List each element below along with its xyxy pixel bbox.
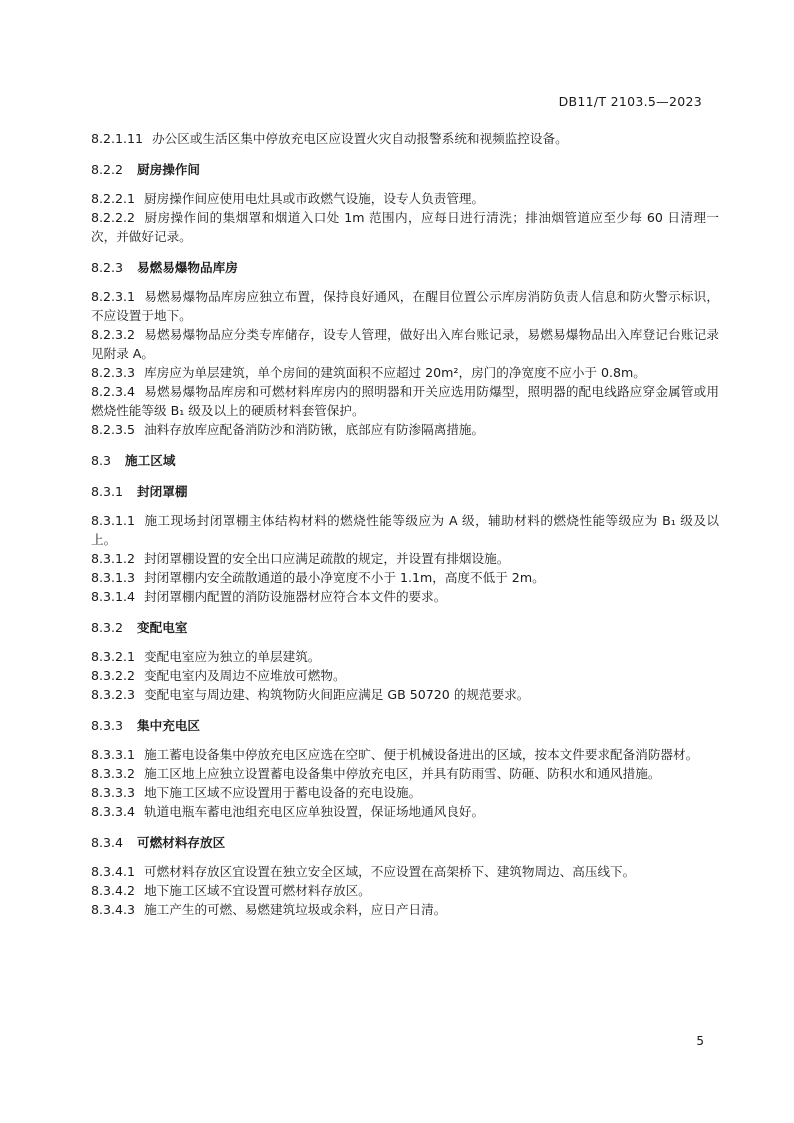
clause [91,129,719,148]
clause-number: 8.2.1.11 [91,131,144,146]
clause-number: 8.3.1.3 [91,570,136,585]
clause-text: 封闭罩棚内配置的消防设施器材应符合本文件的要求。 [144,589,447,604]
clause [91,420,719,439]
clause [91,511,719,549]
clause-number: 8.3.1.4 [91,589,136,604]
clause-number: 8.3.3.1 [91,747,136,762]
clause-text: 厨房操作间的集烟罩和烟道入口处 1m 范围内，应每日进行清洗；排油烟管道应至少每 60 日清理一次，并做好记录。 [91,210,719,244]
clause-number: 8.3.2.1 [91,649,136,664]
clause-text: 施工区地上应独立设置蓄电设备集中停放充电区，并具有防雨雪、防砸、防积水和通风措施。 [144,766,661,781]
clause-text: 封闭罩棚内安全疏散通道的最小净宽度不小于 1.1m，高度不低于 2m。 [144,570,545,585]
clause-number: 8.2.3.1 [91,289,136,304]
section-number: 8.3.3 [91,718,124,733]
clause [91,549,719,568]
clause [91,647,719,666]
clause-number: 8.3.3.4 [91,804,136,819]
clause [91,783,719,802]
section-heading [91,618,719,637]
clause [91,363,719,382]
clause-number: 8.3.2.2 [91,668,136,683]
clause [91,745,719,764]
clause [91,325,719,363]
clause-text: 厨房操作间应使用电灶具或市政燃气设施，设专人负责管理。 [144,191,485,206]
section-number: 8.3.2 [91,620,124,635]
clause-text: 油料存放库应配备消防沙和消防锹，底部应有防渗隔离措施。 [144,422,485,437]
clause-number: 8.2.3.5 [91,422,136,437]
clause-number: 8.3.3.3 [91,785,136,800]
section-number: 8.3.4 [91,835,124,850]
clause-text: 施工现场封闭罩棚主体结构材料的燃烧性能等级应为 A 级，辅助材料的燃烧性能等级应为 B₁ 级及以上。 [91,513,719,547]
standard-code-header: DB11/T 2103.5—2023 [558,94,702,109]
clause-number: 8.3.2.3 [91,687,136,702]
clause [91,862,719,881]
clause-text: 变配电室与周边建、构筑物防火间距应满足 GB 50720 的规范要求。 [144,687,530,702]
clause-text: 易燃易爆物品应分类专库储存，设专人管理，做好出入库台账记录，易燃易爆物品出入库登记台账记录见附录 A。 [91,327,719,361]
section-heading [91,258,719,277]
clause-text: 可燃材料存放区宜设置在独立安全区域，不应设置在高架桥下、建筑物周边、高压线下。 [144,864,636,879]
clause-number: 8.2.3.4 [91,384,136,399]
document-body [91,129,719,919]
clause-number: 8.3.4.3 [91,902,136,917]
section-heading [91,160,719,179]
clause-text: 易燃易爆物品库房和可燃材料库房内的照明器和开关应选用防爆型，照明器的配电线路应穿金属管或用燃烧性能等级 B₁ 级及以上的硬质材料套管保护。 [91,384,719,418]
section-title: 可燃材料存放区 [137,835,226,850]
clause-number: 8.3.4.2 [91,883,136,898]
clause-text: 变配电室应为独立的单层建筑。 [144,649,321,664]
section-number: 8.2.3 [91,260,124,275]
clause-number: 8.2.2.1 [91,191,136,206]
clause [91,568,719,587]
clause-text: 地下施工区域不应设置用于蓄电设备的充电设施。 [144,785,422,800]
clause-number: 8.3.4.1 [91,864,136,879]
section-title: 变配电室 [137,620,188,635]
section-heading [91,833,719,852]
clause [91,802,719,821]
clause [91,900,719,919]
clause-text: 封闭罩棚设置的安全出口应满足疏散的规定，并设置有排烟设施。 [144,551,510,566]
clause-text: 地下施工区域不宜设置可燃材料存放区。 [144,883,371,898]
clause-number: 8.3.1.2 [91,551,136,566]
section-number: 8.3.1 [91,484,124,499]
section-title: 集中充电区 [137,718,201,733]
clause [91,189,719,208]
clause-text: 办公区或生活区集中停放充电区应设置火灾自动报警系统和视频监控设备。 [152,131,568,146]
clause [91,685,719,704]
section-heading [91,716,719,735]
clause [91,764,719,783]
clause-text: 库房应为单层建筑，单个房间的建筑面积不应超过 20m²，房门的净宽度不应小于 0.8m。 [144,365,646,380]
clause [91,208,719,246]
clause-number: 8.3.1.1 [91,513,136,528]
clause [91,382,719,420]
section-number: 8.2.2 [91,162,124,177]
section-heading [91,482,719,501]
section-heading [91,451,719,470]
clause [91,666,719,685]
page-number: 5 [696,1034,704,1048]
clause [91,881,719,900]
section-title: 施工区域 [125,453,176,468]
clause [91,587,719,606]
clause [91,287,719,325]
clause-text: 施工产生的可燃、易燃建筑垃圾或余料，应日产日清。 [144,902,447,917]
clause-text: 变配电室内及周边不应堆放可燃物。 [144,668,346,683]
clause-text: 轨道电瓶车蓄电池组充电区应单独设置，保证场地通风良好。 [144,804,485,819]
section-title: 封闭罩棚 [137,484,188,499]
section-number: 8.3 [91,453,112,468]
section-title: 易燃易爆物品库房 [137,260,238,275]
clause-text: 施工蓄电设备集中停放充电区应选在空旷、便于机械设备进出的区域，按本文件要求配备消防器材。 [144,747,699,762]
clause-number: 8.2.3.2 [91,327,136,342]
clause-number: 8.3.3.2 [91,766,136,781]
clause-number: 8.2.2.2 [91,210,136,225]
clause-text: 易燃易爆物品库房应独立布置，保持良好通风，在醒目位置公示库房消防负责人信息和防火警示标识，不应设置于地下。 [91,289,719,323]
section-title: 厨房操作间 [137,162,201,177]
clause-number: 8.2.3.3 [91,365,136,380]
